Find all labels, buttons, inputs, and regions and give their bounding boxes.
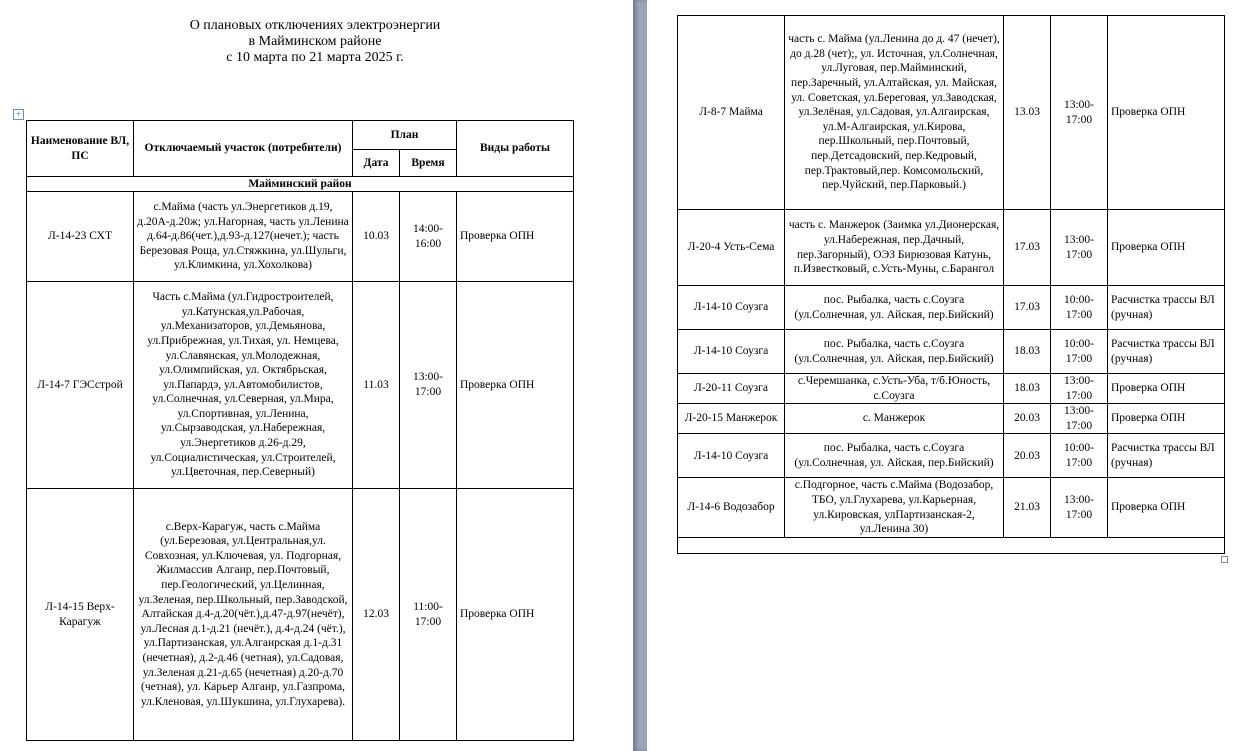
table-move-handle-icon[interactable]: + bbox=[13, 109, 24, 120]
row-time: 13:00-17:00 bbox=[1051, 404, 1108, 434]
page-separator bbox=[633, 0, 647, 751]
table-row bbox=[678, 210, 1225, 286]
row-time: 10:00-17:00 bbox=[1051, 330, 1108, 374]
table-row bbox=[678, 404, 1225, 434]
row-name: Л-14-15 Верх-Карагуж bbox=[27, 489, 134, 741]
row-name: Л-14-23 СХТ bbox=[27, 192, 134, 282]
row-section: Часть с.Майма (ул.Гидростроителей, ул.Катунская,ул.Рабочая, ул.Механизаторов, ул.Демьянова, ул.Прибрежная, ул.Тихая, ул. Немцева, ул.Славянская, ул.Молодежная, ул.Олимпийская, ул. Октябрьская, ул.Папардэ, ул.Автомобилистов, ул.Солнечная, ул.Северная, ул.Мира, ул.Спортивная, ул.Ленина, ул.Сырзаводская, ул.Набережная, ул.Энергетиков д.26-д.29, ул.Социалистическая, ул.Строителей, ул.Цветочная, пер.Северный) bbox=[134, 282, 353, 489]
header-plan: План bbox=[353, 121, 457, 150]
empty-cell bbox=[678, 537, 1225, 553]
row-section: пос. Рыбалка, часть с.Соузга (ул.Солнечная, ул. Айская, пер.Бийский) bbox=[785, 330, 1004, 374]
table-row bbox=[678, 16, 1225, 210]
row-date: 21.03 bbox=[1004, 478, 1051, 537]
outage-table-page-2 bbox=[677, 15, 1225, 554]
row-name: Л-14-10 Соузга bbox=[678, 330, 785, 374]
row-work: Проверка ОПН bbox=[1108, 374, 1225, 404]
row-date: 13.03 bbox=[1004, 16, 1051, 210]
table-row bbox=[27, 192, 574, 282]
row-date: 17.03 bbox=[1004, 210, 1051, 286]
row-name: Л-14-7 ГЭСстрой bbox=[27, 282, 134, 489]
header-date: Дата bbox=[353, 150, 400, 177]
outage-table-page-1 bbox=[26, 120, 574, 741]
row-time: 13:00-17:00 bbox=[1051, 478, 1108, 537]
table-row bbox=[27, 282, 574, 489]
row-time: 13:00-17:00 bbox=[1051, 16, 1108, 210]
row-name: Л-14-10 Соузга bbox=[678, 286, 785, 330]
header-time: Время bbox=[400, 150, 457, 177]
row-section: с.Верх-Карагуж, часть с.Майма (ул.Березовая, ул.Центральная,ул. Совхозная, ул.Ключевая, ул. Подгорная, Жилмассив Алгаир, пер.Почтовый, пер.Геологический, ул.Целинная, ул.Зеленая, пер.Школьный, пер.Заводской, Алтайская д.4-д.20(чёт.),д.47-д.97(нечёт), ул.Лесная д.1-д.21 (нечёт.), д.4-д.24 (чёт.), ул.Партизанская, ул.Алгаирская д.1-д.31 (нечетная), д.2-д.46 (четная), ул.Садовая, ул.Зеленая д.21-д.65 (нечетная) д.20-д.70 (четная), ул. Карьер Алгаир, ул.Газпрома, ул.Кленовая, ул.Шукшина, ул.Глухарева). bbox=[134, 489, 353, 741]
row-section: с.Подгорное, часть с.Майма (Водозабор, ТБО, ул.Глухарева, ул.Карьерная, ул.Кировская, улПартизанская-2, ул.Ленина 30) bbox=[785, 478, 1004, 537]
row-date: 18.03 bbox=[1004, 374, 1051, 404]
row-section: с. Манжерок bbox=[785, 404, 1004, 434]
table-header-row bbox=[27, 121, 574, 150]
row-time: 13:00-17:00 bbox=[400, 282, 457, 489]
row-name: Л-20-15 Манжерок bbox=[678, 404, 785, 434]
title-line-2: в Майминском районе bbox=[248, 34, 382, 49]
row-work: Расчистка трассы ВЛ (ручная) bbox=[1108, 286, 1225, 330]
table-empty-row bbox=[678, 537, 1225, 553]
row-date: 12.03 bbox=[353, 489, 400, 741]
row-time: 13:00-17:00 bbox=[1051, 374, 1108, 404]
table-row bbox=[678, 434, 1225, 478]
row-section: пос. Рыбалка, часть с.Соузга (ул.Солнечная, ул. Айская, пер.Бийский) bbox=[785, 286, 1004, 330]
header-name: Наименование ВЛ, ПС bbox=[27, 121, 134, 177]
row-name: Л-14-6 Водозабор bbox=[678, 478, 785, 537]
row-time: 13:00-17:00 bbox=[1051, 210, 1108, 286]
table-row bbox=[678, 330, 1225, 374]
title-line-1: О плановых отключениях электроэнергии bbox=[189, 18, 441, 33]
row-name: Л-8-7 Майма bbox=[678, 16, 785, 210]
header-section: Отключаемый участок (потребители) bbox=[134, 121, 353, 177]
row-name: Л-14-10 Соузга bbox=[678, 434, 785, 478]
row-work: Проверка ОПН bbox=[1108, 210, 1225, 286]
row-work: Расчистка трассы ВЛ (ручная) bbox=[1108, 330, 1225, 374]
row-work: Проверка ОПН bbox=[1108, 478, 1225, 537]
row-work: Проверка ОПН bbox=[457, 192, 574, 282]
row-section: с.Черемшанка, с.Усть-Уба, т/б.Юность, с.Соузга bbox=[785, 374, 1004, 404]
row-work: Расчистка трассы ВЛ (ручная) bbox=[1108, 434, 1225, 478]
district-label: Майминский район bbox=[27, 177, 574, 192]
table-row bbox=[27, 489, 574, 741]
header-work: Виды работы bbox=[457, 121, 574, 177]
row-work: Проверка ОПН bbox=[1108, 404, 1225, 434]
row-section: пос. Рыбалка, часть с.Соузга (ул.Солнечная, ул. Айская, пер.Бийский) bbox=[785, 434, 1004, 478]
row-section: часть с. Манжерок (Заимка ул.Дионерская, ул.Набережная, пер.Дачный, пер.Загорный), ОЭЗ Бирюзовая Катунь, п.Известковый, с.Усть-Муны, с.Барангол bbox=[785, 210, 1004, 286]
row-date: 20.03 bbox=[1004, 434, 1051, 478]
row-section: часть с. Майма (ул.Ленина до д. 47 (нечет), до д.28 (чет);, ул. Источная, ул.Солнечная, ул.Луговая, пер.Майминский, пер.Заречный, ул.Алтайская, ул. Майская, ул. Советская, ул.Береговая, ул.Заводская, ул.Зелёная, ул.Садовая, ул.Алгаирская, ул.М-Алгаирская, ул.Кирова, пер.Школьный, пер.Почтовый, пер.Детсадовский, пер.Кедровый, пер.Трактовый,пер. Комсомольский, пер.Чуйский, пер.Парковый.) bbox=[785, 16, 1004, 210]
row-date: 11.03 bbox=[353, 282, 400, 489]
table-resize-handle-icon[interactable] bbox=[1221, 556, 1228, 563]
row-name: Л-20-11 Соузга bbox=[678, 374, 785, 404]
row-time: 11:00-17:00 bbox=[400, 489, 457, 741]
table-row bbox=[678, 374, 1225, 404]
row-work: Проверка ОПН bbox=[457, 489, 574, 741]
row-date: 17.03 bbox=[1004, 286, 1051, 330]
row-time: 10:00-17:00 bbox=[1051, 434, 1108, 478]
table-row bbox=[678, 286, 1225, 330]
district-row bbox=[27, 177, 574, 192]
row-date: 20.03 bbox=[1004, 404, 1051, 434]
document-title bbox=[150, 18, 480, 66]
row-name: Л-20-4 Усть-Сема bbox=[678, 210, 785, 286]
row-date: 10.03 bbox=[353, 192, 400, 282]
row-date: 18.03 bbox=[1004, 330, 1051, 374]
row-time: 14:00-16:00 bbox=[400, 192, 457, 282]
table-row bbox=[678, 478, 1225, 537]
title-line-3: с 10 марта по 21 марта 2025 г. bbox=[226, 50, 404, 65]
row-time: 10:00-17:00 bbox=[1051, 286, 1108, 330]
row-section: с.Майма (часть ул.Энергетиков д.19, д.20А-д.20ж; ул.Нагорная, часть ул.Ленина д.64-д.86(чет.),д.93-д.127(нечет.); часть Березовая Роща, ул.Стяжкина, ул.Шульги, ул.Климкина, ул.Хохолкова) bbox=[134, 192, 353, 282]
row-work: Проверка ОПН bbox=[457, 282, 574, 489]
row-work: Проверка ОПН bbox=[1108, 16, 1225, 210]
